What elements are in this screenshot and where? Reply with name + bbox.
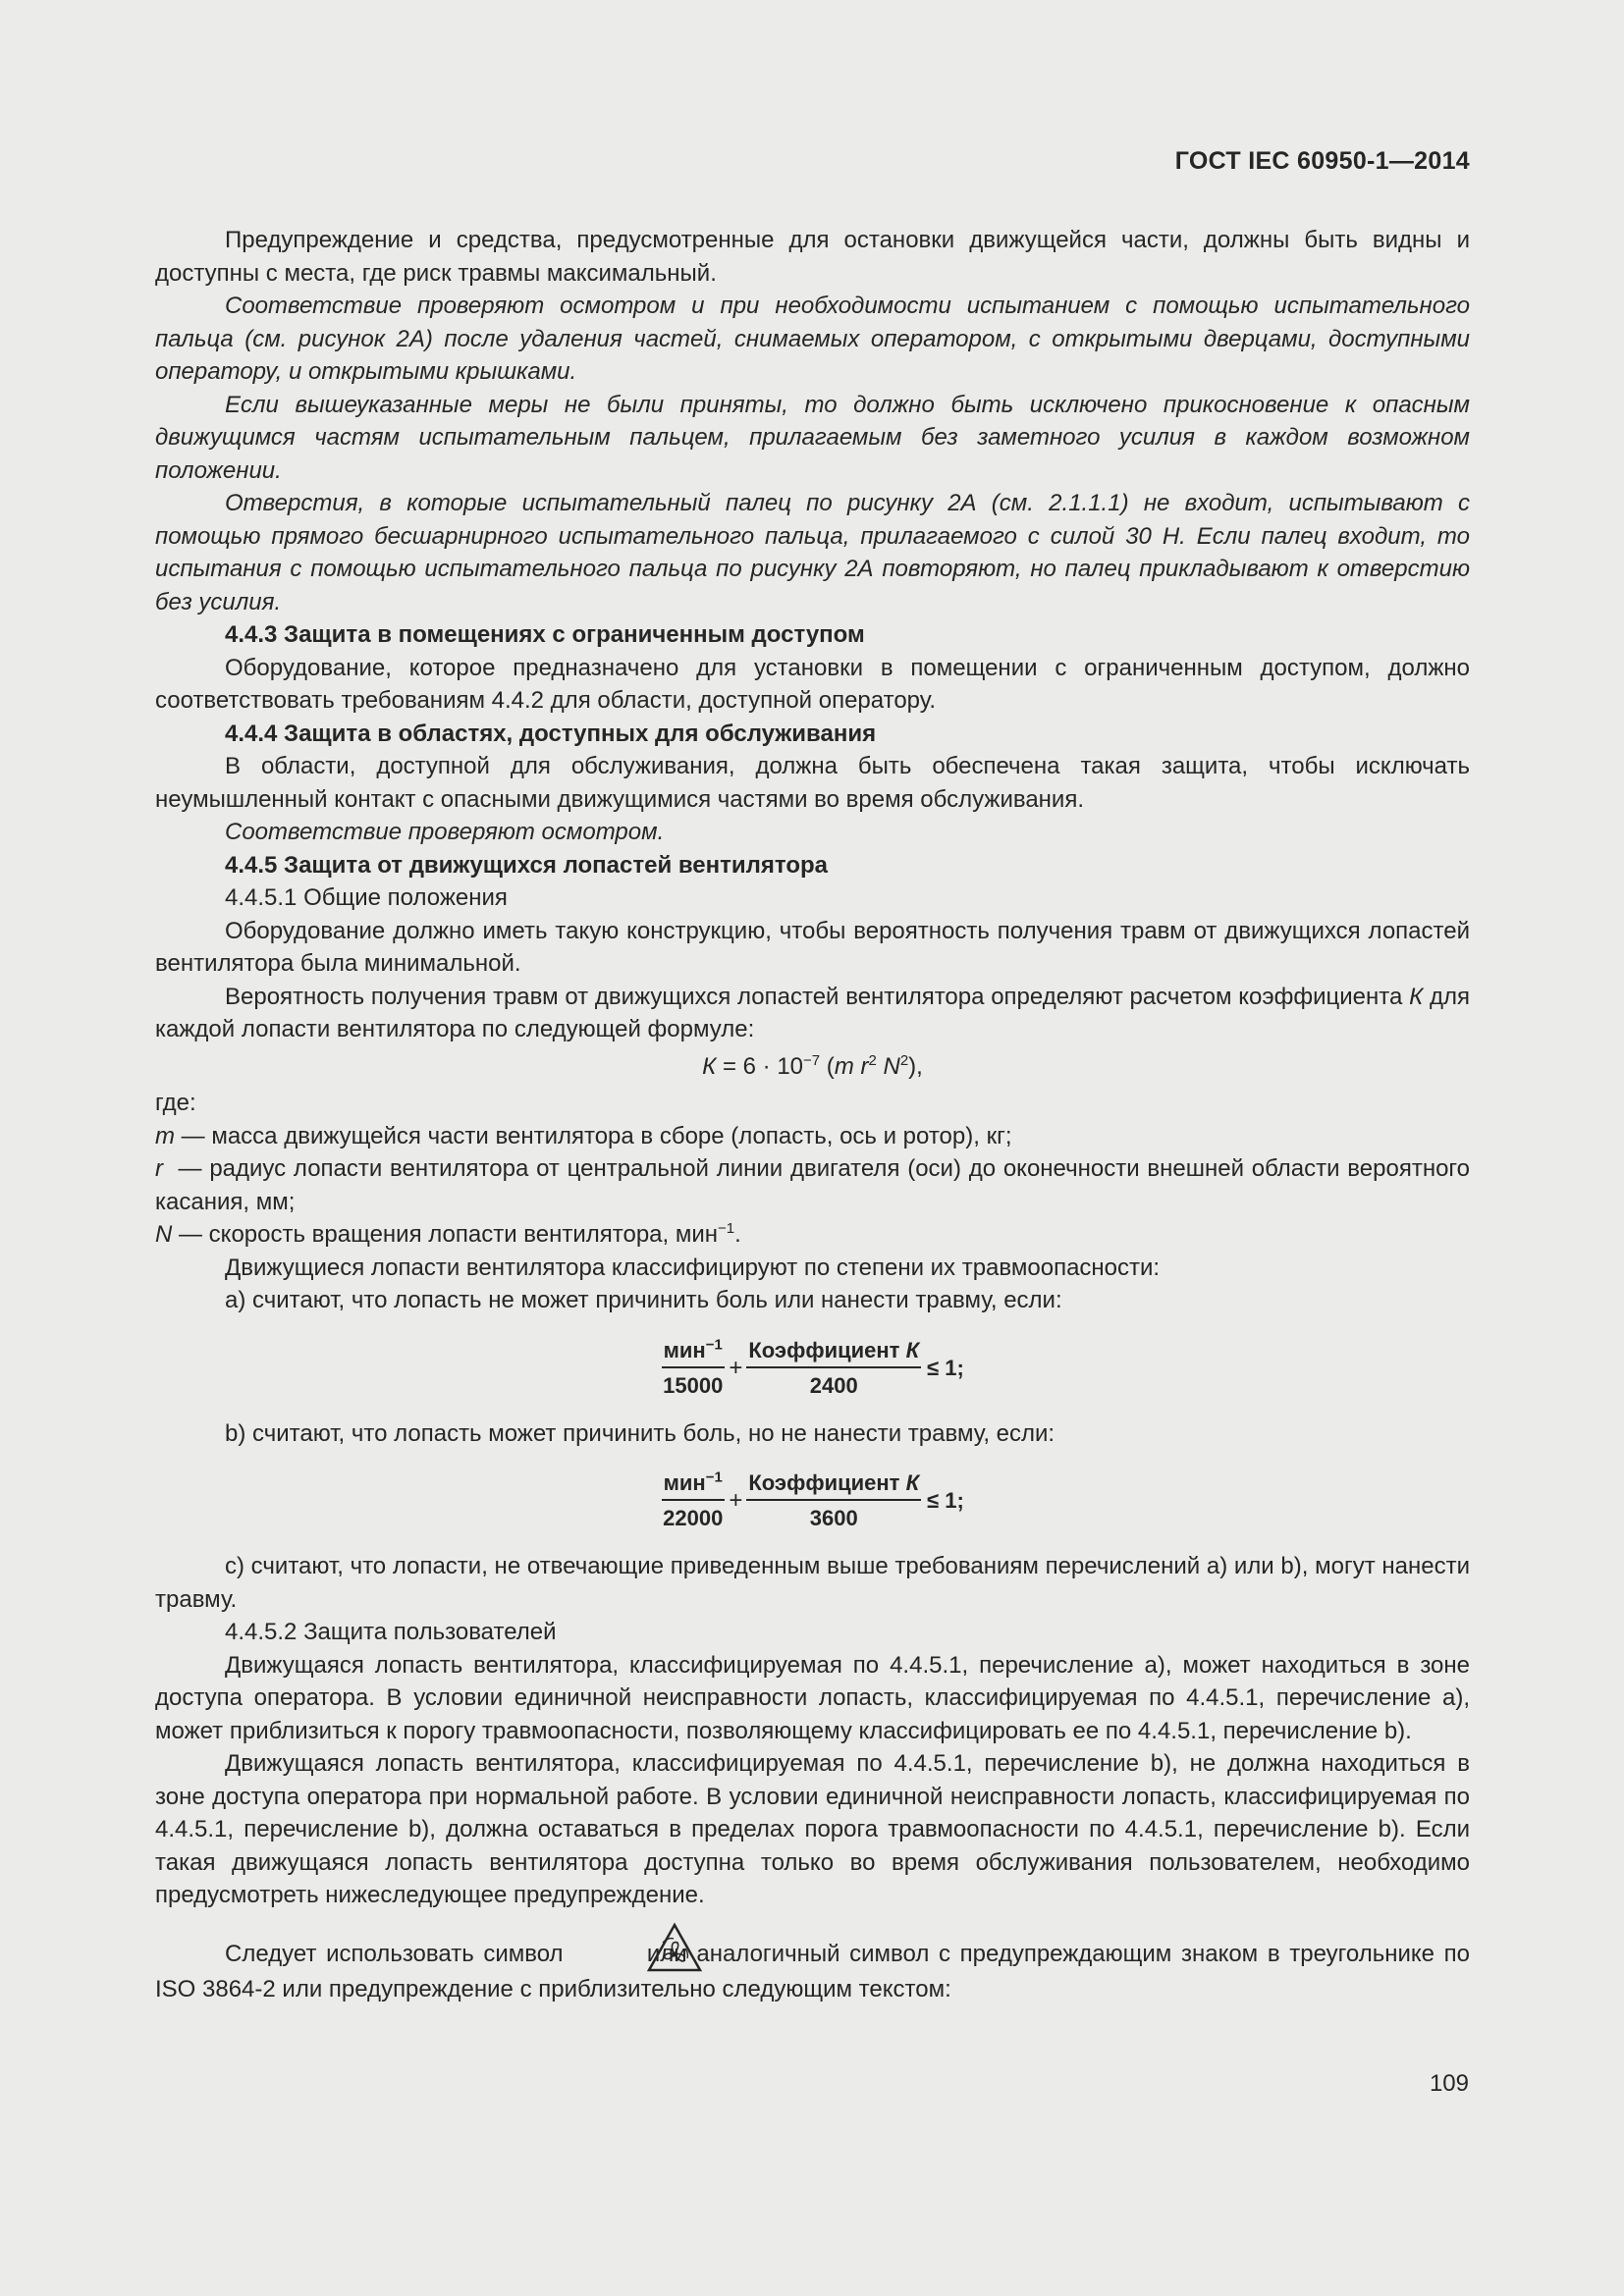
page-body [155, 224, 1477, 2005]
definition-m: m — масса движущейся части вентилятора в сборе (лопасть, ось и ротор), кг; [155, 1122, 1012, 1149]
paragraph: Предупреждение и средства, предусмотренные для остановки движущейся части, должны быть видны и доступны с места, где риск травмы максимальный. [155, 227, 1470, 287]
section-heading-4-4-5: 4.4.5 Защита от движущихся лопастей вентилятора [225, 851, 829, 879]
fraction: $\frac{\text{Коэффициент К}}{3600}$ [748, 1470, 920, 1530]
inequality-b: $\frac{мин^{-1}}{22000}$ + $\frac{\text{Коэффициент К}}{3600}$ ≤ 1; [663, 1468, 964, 1530]
fan-warning-triangle-icon [576, 1922, 633, 1973]
paragraph-italic: Если вышеуказанные меры не были приняты, то должно быть исключено прикосновение к опасным движущимся частям испытательным пальцем, прилагаемым без заметного усилия в каждом возможном положении. [155, 391, 1470, 484]
paragraph: Движущаяся лопасть вентилятора, классифицируемая по 4.4.5.1, перечисление b), не должна находиться в зоне доступа оператора при нормальной работе. В условии единичной неисправности лопасть, классифицируемая по 4.4.5.1, перечисление b), должна оставаться в пределах порога травмоопасности по 4.4.5.1, перечисление b). Если такая движущаяся лопасть вентилятора доступна только во время обслуживания пользователем, необходимо предусмотреть нижеследующее предупреждение. [155, 1750, 1470, 1908]
inequality-a: $\frac{мин^{-1}}{15000}$ + $\frac{\text{Коэффициент К}}{2400}$ ≤ 1; [663, 1336, 964, 1398]
list-item-a: а) считают, что лопасть не может причинить боль или нанести травму, если: [225, 1287, 1062, 1313]
definition-r: r — радиус лопасти вентилятора от центральной линии двигателя (оси) до оконечности внешней области вероятного касания, мм; [155, 1155, 1477, 1215]
fraction: $\frac{мин^{-1}}{22000}$ [663, 1468, 724, 1530]
paragraph-italic: Отверстия, в которые испытательный палец по рисунку 2А (см. 2.1.1.1) не входит, испытывают с помощью прямого бесшарнирного испытательного пальца, прилагаемого с силой 30 Н. Если палец входит, то испытания с помощью испытательного пальца по рисунку 2А повторяют, но палец прикладывают к отверстию без усилия. [155, 490, 1470, 615]
paragraph-compliance: Соответствие проверяют осмотром и при необходимости испытанием с помощью испытательного пальца (см. рисунок 2А) после удаления частей, снимаемых оператором, с открытыми дверцами, доступными оператору, и открытыми крышками. [155, 293, 1470, 385]
paragraph: Вероятность получения травм от движущихся лопастей вентилятора определяют расчетом коэффициента К для каждой лопасти вентилятора по следующей формуле: [155, 983, 1471, 1042]
list-item-b: b) считают, что лопасть может причинить боль, но не нанести травму, если: [225, 1419, 1056, 1447]
where-label: где: [155, 1090, 196, 1116]
paragraph: Оборудование должно иметь такую конструкцию, чтобы вероятность получения травм от движущихся лопастей вентилятора была минимальной. [155, 917, 1470, 977]
list-item-c: с) считают, что лопасти, не отвечающие приведенным выше требованиям перечислений а) или b), могут нанести травму. [155, 1553, 1470, 1613]
paragraph-symbol: Следует использовать символ или аналогичный символ с предупреждающим знаком в треугольнике по ISO 3864-2 или предупреждение с приблизительно следующим текстом: [155, 1922, 1470, 2006]
document-code: ГОСТ IEC 60950-1—2014 [1174, 147, 1470, 175]
subsection-heading-4-4-5-1: 4.4.5.1 Общие положения [225, 884, 508, 911]
definition-n: N — скорость вращения лопасти вентилятора, мин$^{-1}$. [155, 1220, 741, 1248]
formula-k: $К = 6 \cdot 10^{-7}$ (m $r^2$ $N^2$), [702, 1051, 923, 1080]
page-number: 109 [1429, 2070, 1469, 2097]
paragraph: Движущиеся лопасти вентилятора классифицируют по степени их травмоопасности: [225, 1254, 1161, 1281]
paragraph: Движущаяся лопасть вентилятора, классифицируемая по 4.4.5.1, перечисление а), может находиться в зоне доступа оператора. В условии единичной неисправности лопасть, классифицируемая по 4.4.5.1, перечисление а), может приблизиться к порогу травмоопасности, позволяющему классифицировать ее по 4.4.5.1, перечисление b). [155, 1651, 1470, 1744]
paragraph: Оборудование, которое предназначено для установки в помещении с ограниченным доступом, должно соответствовать требованиям 4.4.2 для области, доступной оператору. [155, 654, 1470, 714]
fraction: $\frac{мин^{-1}}{15000}$ [663, 1336, 724, 1398]
fraction: $\frac{\text{Коэффициент К}}{2400}$ [748, 1337, 920, 1398]
paragraph: В области, доступной для обслуживания, должна быть обеспечена такая защита, чтобы исключать неумышленный контакт с опасными движущимися частями во время обслуживания. [155, 753, 1470, 813]
paragraph-compliance: Соответствие проверяют осмотром. [225, 819, 665, 845]
subsection-heading-4-4-5-2: 4.4.5.2 Защита пользователей [225, 1619, 557, 1645]
section-heading-4-4-4: 4.4.4 Защита в областях, доступных для обслуживания [225, 720, 877, 747]
section-heading-4-4-3: 4.4.3 Защита в помещениях с ограниченным доступом [225, 621, 865, 648]
